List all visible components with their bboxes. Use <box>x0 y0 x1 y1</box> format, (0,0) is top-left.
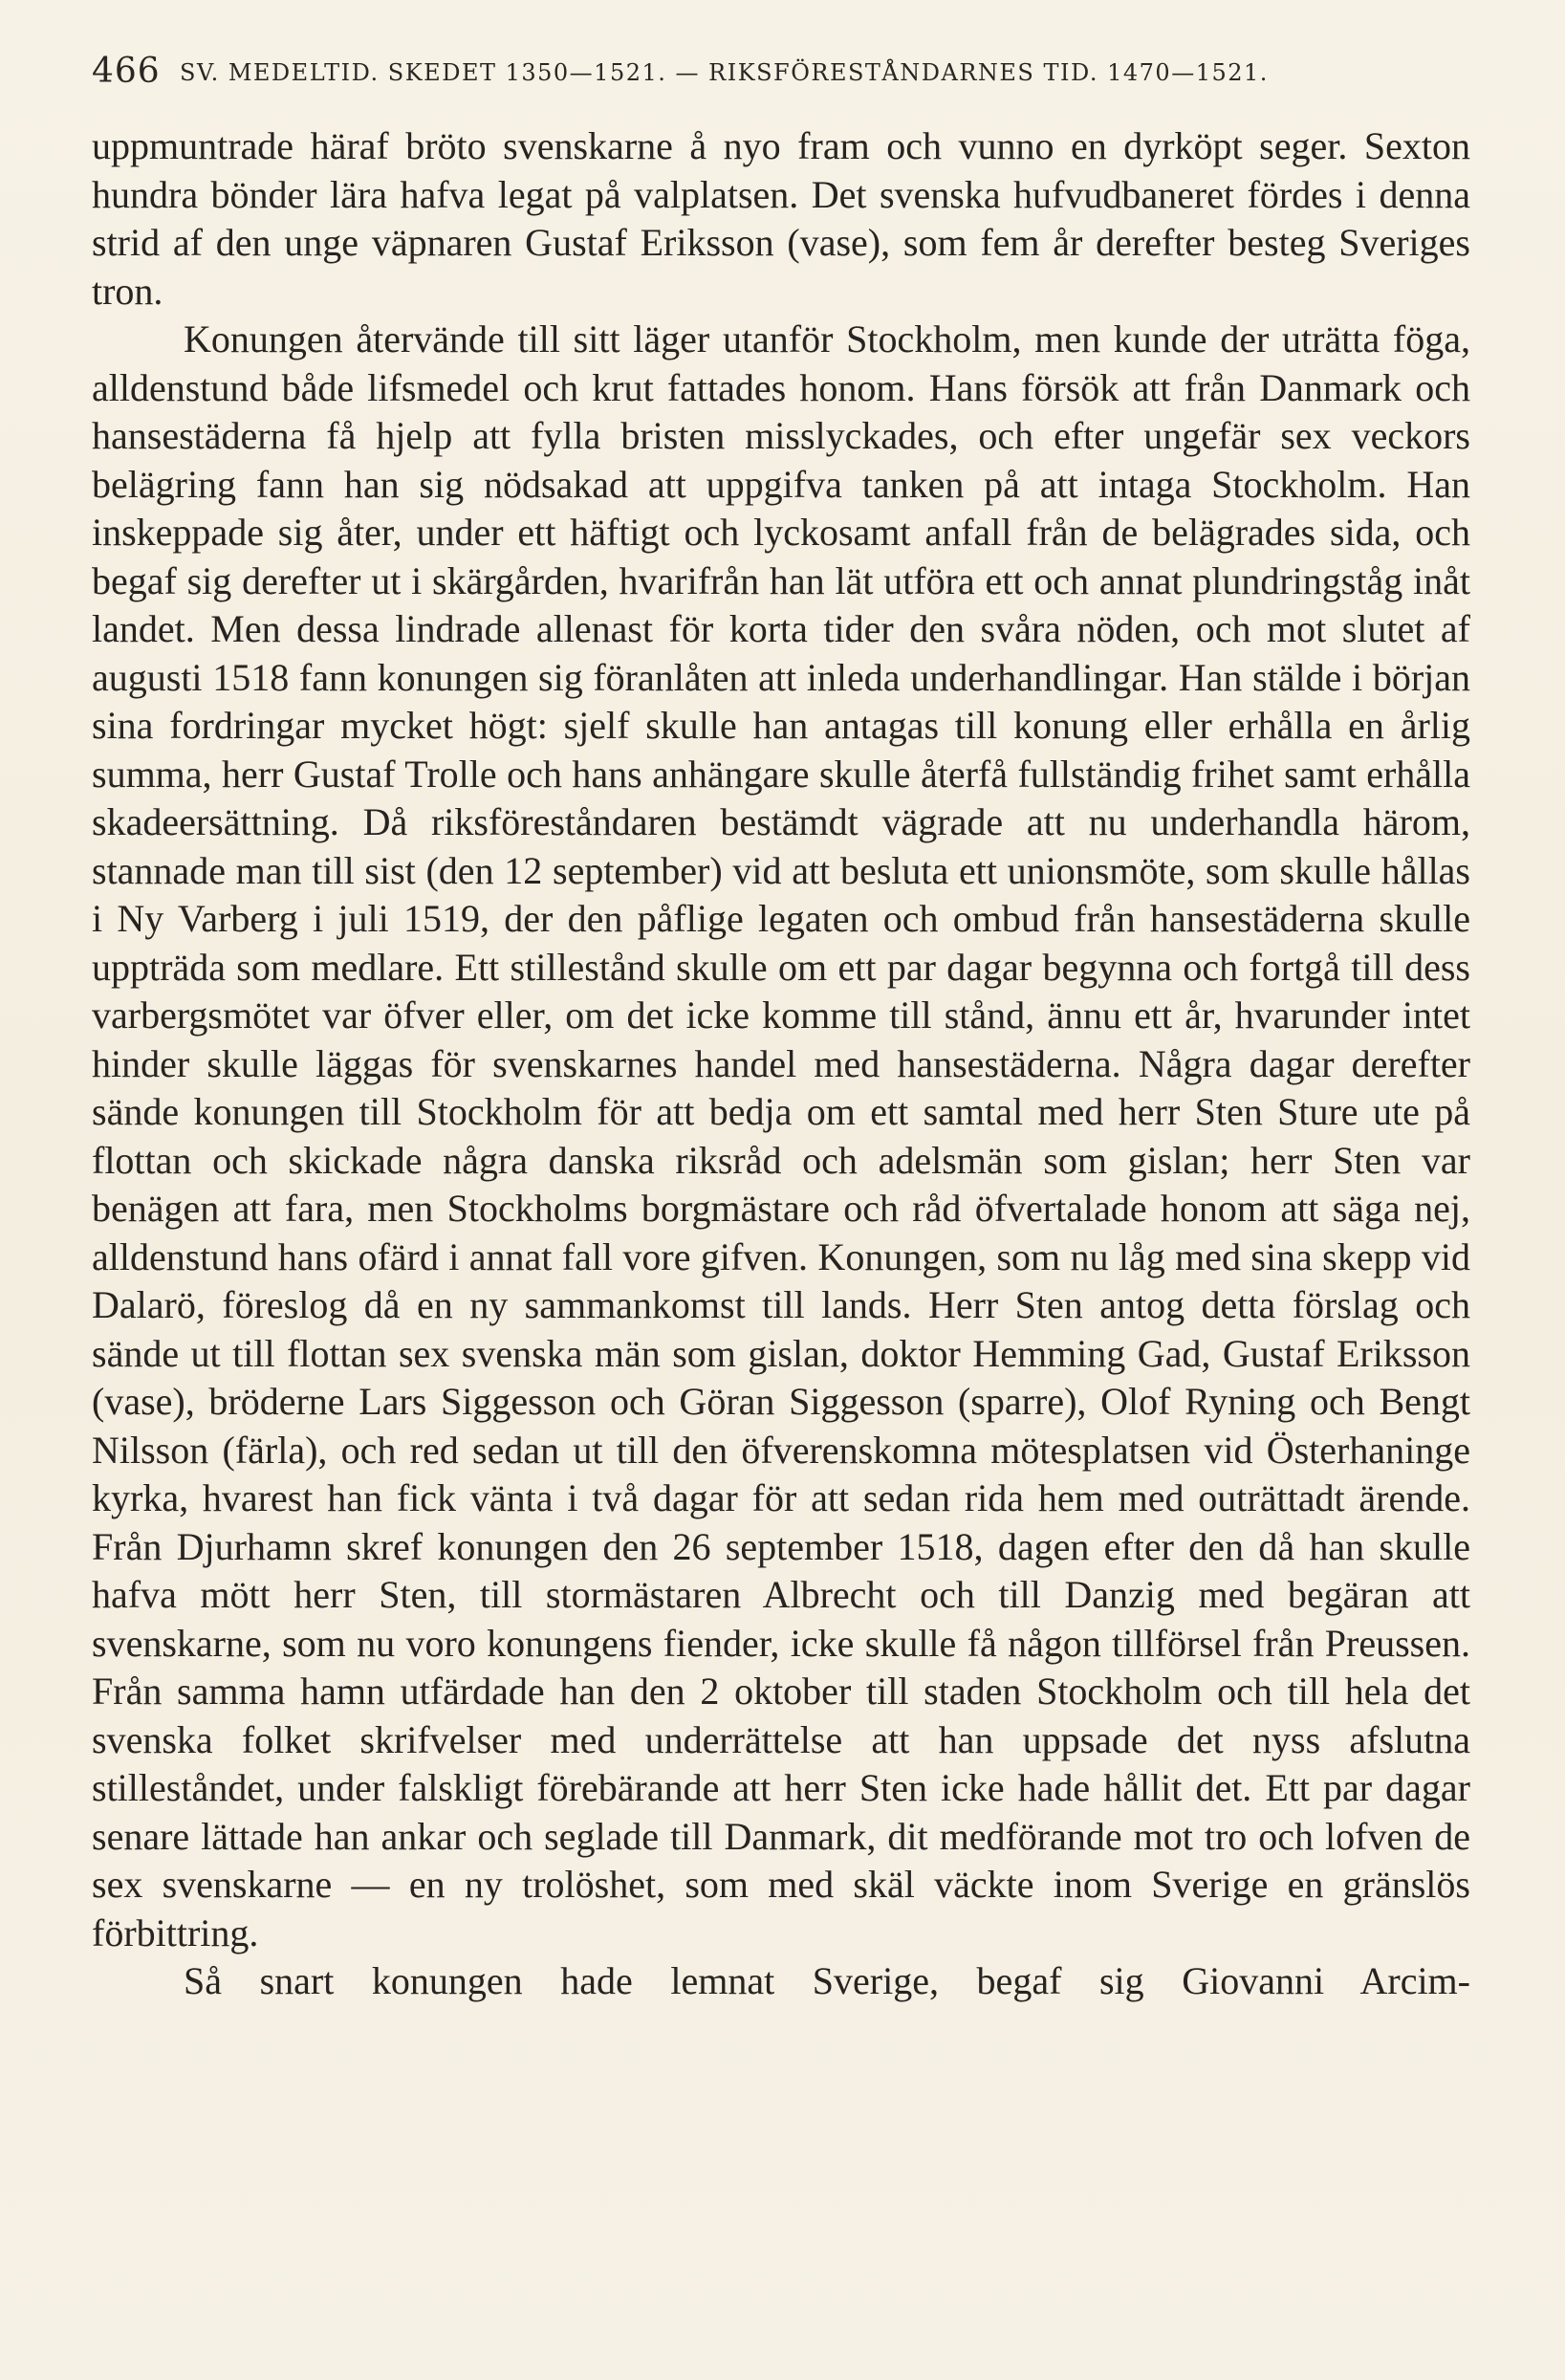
body-text <box>92 122 1470 2006</box>
paragraph-3: Så snart konungen hade lemnat Sverige, begaf sig Giovanni Arcim- <box>184 1959 1470 2002</box>
paragraph-1: uppmuntrade häraf bröto svenskarne å nyo fram och vunno en dyrköpt seger. Sexton hundra bönder lära hafva legat på valplatsen. Det svenska hufvudbaneret fördes i denna strid af den unge väpnaren Gustaf Eriksson (vase), som fem år derefter besteg Sveriges tron. <box>92 124 1470 313</box>
paragraph-2: Konungen återvände till sitt läger utanför Stockholm, men kunde der uträtta föga, alldenstund både lifsmedel och krut fattades honom. Hans försök att från Danmark och hansestäderna få hjelp att fylla bristen misslyckades, och efter ungefär sex veckors belägring fann han sig nödsakad att uppgifva tanken på att intaga Stockholm. Han inskeppade sig åter, under ett häftigt och lyckosamt anfall från de belägrades sida, och begaf sig derefter ut i skärgården, hvarifrån han lät utföra ett och annat plundringståg inåt landet. Men dessa lindrade allenast för korta tider den svåra nöden, och mot slutet af augusti 1518 fann konungen sig föranlåten att inleda underhandlingar. Han stälde i början sina fordringar mycket högt: sjelf skulle han antagas till konung eller erhålla en årlig summa, herr Gustaf Trolle och hans anhängare skulle återfå fullständig frihet samt erhålla skadeersättning. Då riksföreståndaren bestämdt vägrade att nu underhandla härom, stannade man till sist (den 12 september) vid att besluta ett unionsmöte, som skulle hållas i Ny Varberg i juli 1519, der den påflige legaten och ombud från hansestäderna skulle uppträda som medlare. Ett stillestånd skulle om ett par dagar begynna och fortgå till dess varbergsmötet var öfver eller, om det icke komme till stånd, ännu ett år, hvarunder intet hinder skulle läggas för svenskarnes handel med hansestäderna. Några dagar derefter sände konungen till Stockholm för att bedja om ett samtal med herr Sten Sture ute på flottan och skickade några danska riksråd och adelsmän som gislan; herr Sten var benägen att fara, men Stockholms borgmästare och råd öfvertalade honom att säga nej, alldenstund hans ofärd i annat fall vore gifven. Konungen, som nu låg med sina skepp vid Dalarö, föreslog då en ny sammankomst till lands. Herr Sten antog detta förslag och sände ut till flottan sex svenska män som gislan, doktor Hemming Gad, Gustaf Eriksson (vase), bröderne Lars Siggesson och Göran Siggesson (sparre), Olof Ryning och Bengt Nilsson (färla), och red sedan ut till den öfverenskomna mötesplatsen vid Österhaninge kyrka, hvarest han fick vänta i två dagar för att sedan rida hem med outrättadt ärende. Från Djurhamn skref konungen den 26 september 1518, dagen efter den då han skulle hafva mött herr Sten, till stormästaren Albrecht och till Danzig med begäran att svenskarne, som nu voro konungens fiender, icke skulle få någon tillförsel från Preussen. Från samma hamn utfärdade han den 2 oktober till staden Stockholm och till hela det svenska folket skrifvelser med underrättelse att han uppsade det nyss afslutna stilleståndet, under falskligt förebärande att herr Sten icke hade hållit det. Ett par dagar senare lättade han ankar och seglade till Danmark, dit medförande mot tro och lofven de sex svenskarne — en ny trolöshet, som med skäl väckte inom Sverige en gränslös förbittring. <box>92 317 1470 1954</box>
running-head: SV. MEDELTID. SKEDET 1350—1521. — RIKSFÖRESTÅNDARNES TID. 1470—1521. <box>180 59 1269 86</box>
page-header <box>92 52 1478 101</box>
page-number: 466 <box>92 52 161 91</box>
